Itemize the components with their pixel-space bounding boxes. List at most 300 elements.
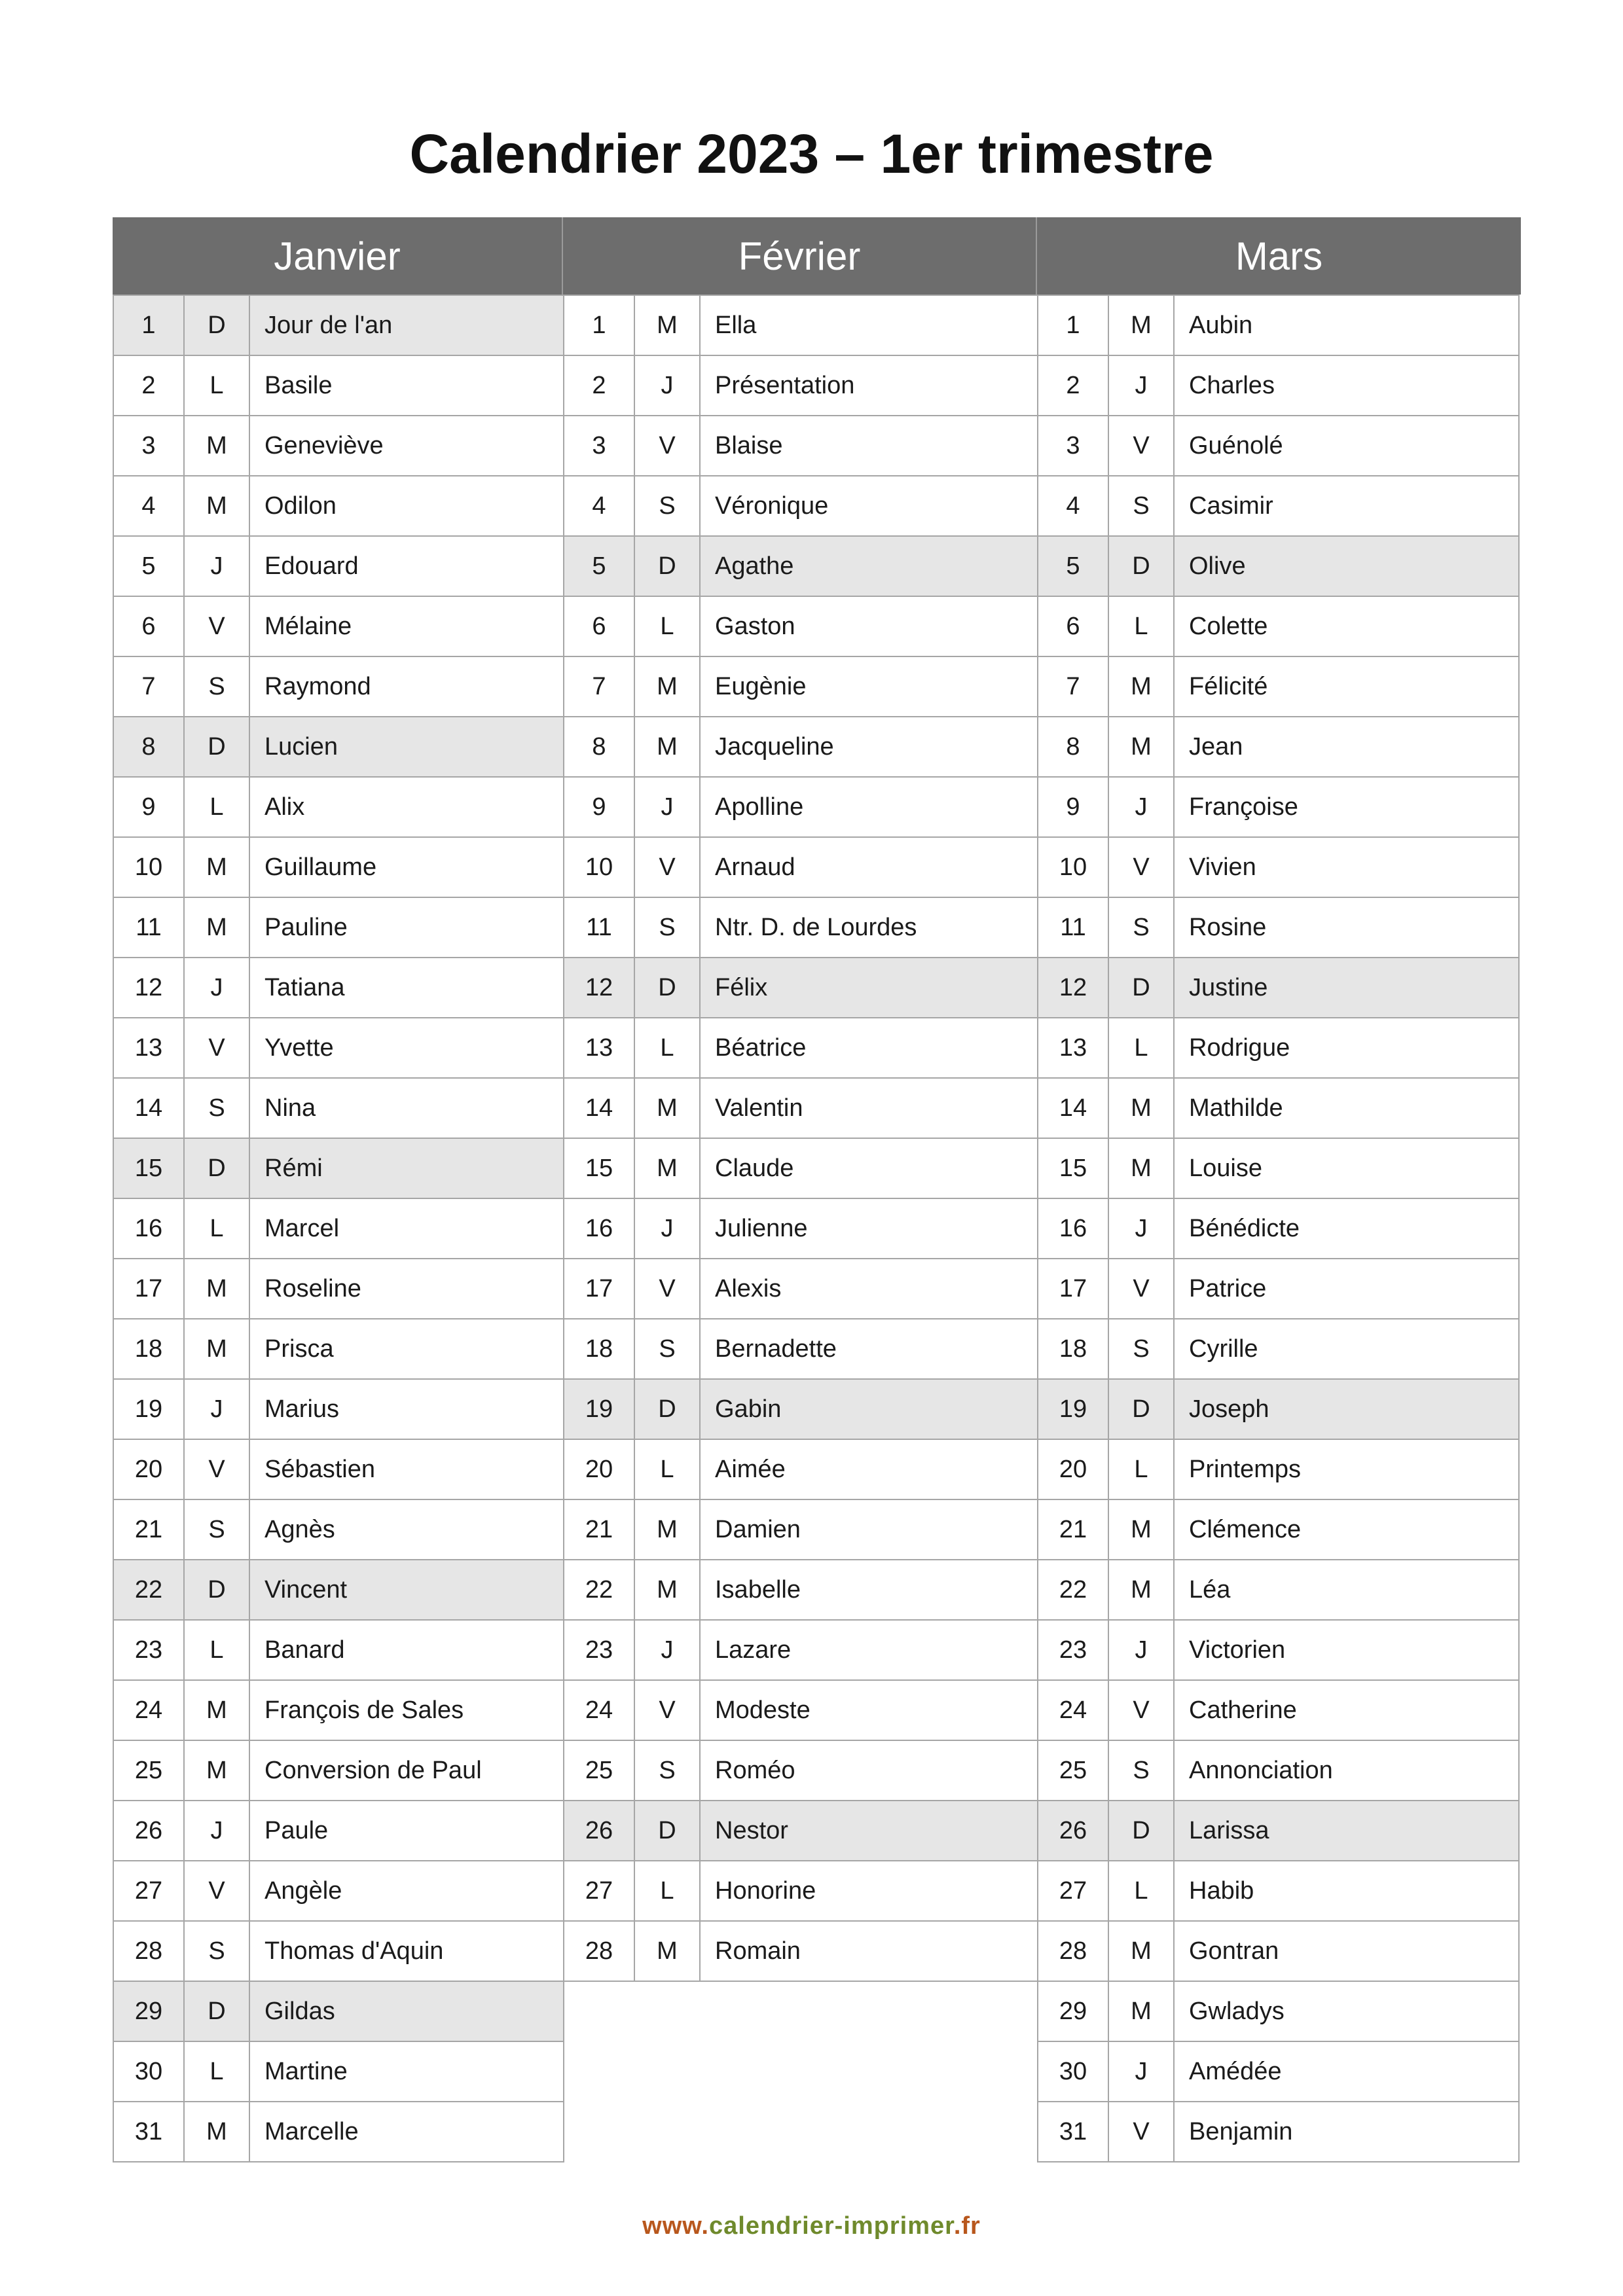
day-of-week: L bbox=[1108, 596, 1174, 656]
saint-name: Julienne bbox=[700, 1198, 1038, 1259]
day-row bbox=[113, 476, 564, 536]
day-of-week: V bbox=[634, 1680, 700, 1740]
day-row bbox=[113, 596, 564, 656]
saint-name: Amédée bbox=[1174, 2041, 1519, 2102]
day-number: 1 bbox=[564, 295, 634, 355]
day-row bbox=[1038, 1078, 1519, 1138]
day-number: 8 bbox=[564, 717, 634, 777]
saint-name: Mathilde bbox=[1174, 1078, 1519, 1138]
saint-name: Présentation bbox=[700, 355, 1038, 416]
day-row bbox=[564, 1138, 1038, 1198]
day-of-week: D bbox=[634, 958, 700, 1018]
day-of-week: M bbox=[184, 1259, 249, 1319]
saint-name: Modeste bbox=[700, 1680, 1038, 1740]
day-number: 5 bbox=[1038, 536, 1108, 596]
saint-name: Claude bbox=[700, 1138, 1038, 1198]
saint-name: Louise bbox=[1174, 1138, 1519, 1198]
day-row bbox=[1038, 897, 1519, 958]
saint-name: Aimée bbox=[700, 1439, 1038, 1499]
day-row bbox=[113, 1981, 564, 2041]
day-number: 26 bbox=[1038, 1801, 1108, 1861]
day-of-week: D bbox=[1108, 1801, 1174, 1861]
month-header: Février bbox=[563, 217, 1037, 295]
saint-name: Jour de l'an bbox=[249, 295, 564, 355]
day-number: 18 bbox=[113, 1319, 184, 1379]
day-number: 17 bbox=[564, 1259, 634, 1319]
day-of-week: V bbox=[634, 837, 700, 897]
day-of-week: M bbox=[184, 897, 249, 958]
saint-name: Cyrille bbox=[1174, 1319, 1519, 1379]
day-row bbox=[113, 1138, 564, 1198]
day-number: 11 bbox=[1038, 897, 1108, 958]
day-of-week: M bbox=[184, 416, 249, 476]
day-row bbox=[564, 1078, 1038, 1138]
day-row bbox=[564, 1620, 1038, 1680]
day-row bbox=[113, 1439, 564, 1499]
day-number: 7 bbox=[1038, 656, 1108, 717]
saint-name: Bénédicte bbox=[1174, 1198, 1519, 1259]
footer-website[interactable] bbox=[0, 2212, 1623, 2240]
day-row bbox=[564, 837, 1038, 897]
day-of-week: L bbox=[184, 2041, 249, 2102]
day-row bbox=[564, 1499, 1038, 1560]
day-number: 19 bbox=[1038, 1379, 1108, 1439]
day-number: 14 bbox=[564, 1078, 634, 1138]
day-row bbox=[564, 596, 1038, 656]
day-number: 17 bbox=[1038, 1259, 1108, 1319]
day-number: 23 bbox=[1038, 1620, 1108, 1680]
calendar-grid bbox=[113, 217, 1521, 2188]
day-of-week: J bbox=[1108, 1620, 1174, 1680]
day-number: 25 bbox=[113, 1740, 184, 1801]
day-of-week: D bbox=[1108, 536, 1174, 596]
saint-name: Patrice bbox=[1174, 1259, 1519, 1319]
day-of-week: S bbox=[634, 897, 700, 958]
day-number: 8 bbox=[1038, 717, 1108, 777]
day-row bbox=[564, 958, 1038, 1018]
day-of-week: M bbox=[184, 837, 249, 897]
day-row bbox=[113, 1198, 564, 1259]
day-number: 15 bbox=[564, 1138, 634, 1198]
day-number: 24 bbox=[1038, 1680, 1108, 1740]
saint-name: Rémi bbox=[249, 1138, 564, 1198]
saint-name: Jacqueline bbox=[700, 717, 1038, 777]
day-of-week: M bbox=[634, 717, 700, 777]
month-table bbox=[1037, 295, 1520, 2162]
saint-name: Justine bbox=[1174, 958, 1519, 1018]
day-row bbox=[113, 958, 564, 1018]
day-row bbox=[113, 536, 564, 596]
day-of-week: D bbox=[634, 1801, 700, 1861]
day-number: 31 bbox=[1038, 2102, 1108, 2162]
day-number: 23 bbox=[564, 1620, 634, 1680]
day-row bbox=[1038, 596, 1519, 656]
day-row bbox=[564, 1439, 1038, 1499]
day-of-week: S bbox=[634, 1319, 700, 1379]
month-header: Janvier bbox=[113, 217, 563, 295]
saint-name: Honorine bbox=[700, 1861, 1038, 1921]
day-of-week: J bbox=[634, 355, 700, 416]
day-of-week: S bbox=[634, 1740, 700, 1801]
day-row bbox=[113, 656, 564, 717]
saint-name: Gwladys bbox=[1174, 1981, 1519, 2041]
day-row bbox=[564, 1379, 1038, 1439]
day-row bbox=[1038, 1018, 1519, 1078]
day-row bbox=[113, 416, 564, 476]
day-number: 12 bbox=[113, 958, 184, 1018]
saint-name: Arnaud bbox=[700, 837, 1038, 897]
day-number: 24 bbox=[564, 1680, 634, 1740]
saint-name: Vincent bbox=[249, 1560, 564, 1620]
day-of-week: M bbox=[1108, 717, 1174, 777]
saint-name: Romain bbox=[700, 1921, 1038, 1981]
saint-name: Thomas d'Aquin bbox=[249, 1921, 564, 1981]
day-number: 22 bbox=[564, 1560, 634, 1620]
day-row bbox=[1038, 1439, 1519, 1499]
day-of-week: M bbox=[184, 1680, 249, 1740]
day-row bbox=[113, 1018, 564, 1078]
day-of-week: M bbox=[634, 295, 700, 355]
day-of-week: V bbox=[634, 1259, 700, 1319]
day-of-week: V bbox=[1108, 2102, 1174, 2162]
saint-name: Guénolé bbox=[1174, 416, 1519, 476]
day-row bbox=[564, 416, 1038, 476]
saint-name: Nestor bbox=[700, 1801, 1038, 1861]
day-of-week: D bbox=[1108, 958, 1174, 1018]
day-number: 4 bbox=[564, 476, 634, 536]
day-of-week: S bbox=[1108, 1740, 1174, 1801]
saint-name: Printemps bbox=[1174, 1439, 1519, 1499]
day-of-week: M bbox=[1108, 295, 1174, 355]
day-row bbox=[1038, 1981, 1519, 2041]
day-row bbox=[564, 476, 1038, 536]
day-row bbox=[564, 1198, 1038, 1259]
day-of-week: J bbox=[184, 958, 249, 1018]
day-row bbox=[564, 1740, 1038, 1801]
saint-name: Prisca bbox=[249, 1319, 564, 1379]
day-of-week: M bbox=[1108, 1921, 1174, 1981]
day-of-week: L bbox=[1108, 1861, 1174, 1921]
month-table bbox=[563, 295, 1038, 1982]
day-number: 7 bbox=[113, 656, 184, 717]
day-of-week: S bbox=[184, 1921, 249, 1981]
day-row bbox=[113, 2102, 564, 2162]
day-row bbox=[113, 1861, 564, 1921]
day-number: 19 bbox=[113, 1379, 184, 1439]
month-header: Mars bbox=[1037, 217, 1521, 295]
day-number: 25 bbox=[1038, 1740, 1108, 1801]
day-of-week: M bbox=[634, 1078, 700, 1138]
saint-name: Gildas bbox=[249, 1981, 564, 2041]
saint-name: Blaise bbox=[700, 416, 1038, 476]
saint-name: Agnès bbox=[249, 1499, 564, 1560]
day-row bbox=[113, 837, 564, 897]
day-row bbox=[113, 1801, 564, 1861]
saint-name: Lazare bbox=[700, 1620, 1038, 1680]
day-number: 13 bbox=[564, 1018, 634, 1078]
saint-name: Béatrice bbox=[700, 1018, 1038, 1078]
day-row bbox=[564, 295, 1038, 355]
saint-name: Habib bbox=[1174, 1861, 1519, 1921]
day-number: 18 bbox=[564, 1319, 634, 1379]
day-number: 20 bbox=[1038, 1439, 1108, 1499]
saint-name: Geneviève bbox=[249, 416, 564, 476]
day-of-week: M bbox=[634, 1560, 700, 1620]
saint-name: Angèle bbox=[249, 1861, 564, 1921]
day-number: 8 bbox=[113, 717, 184, 777]
day-row bbox=[564, 1801, 1038, 1861]
day-row bbox=[113, 1620, 564, 1680]
day-number: 14 bbox=[1038, 1078, 1108, 1138]
saint-name: Gaston bbox=[700, 596, 1038, 656]
day-row bbox=[564, 897, 1038, 958]
day-number: 9 bbox=[113, 777, 184, 837]
day-row bbox=[1038, 1801, 1519, 1861]
day-number: 9 bbox=[1038, 777, 1108, 837]
saint-name: Olive bbox=[1174, 536, 1519, 596]
saint-name: Catherine bbox=[1174, 1680, 1519, 1740]
saint-name: Casimir bbox=[1174, 476, 1519, 536]
saint-name: Françoise bbox=[1174, 777, 1519, 837]
day-of-week: L bbox=[1108, 1018, 1174, 1078]
saint-name: Ntr. D. de Lourdes bbox=[700, 897, 1038, 958]
saint-name: Colette bbox=[1174, 596, 1519, 656]
month-table bbox=[113, 295, 564, 2162]
day-row bbox=[1038, 536, 1519, 596]
day-row bbox=[1038, 1138, 1519, 1198]
day-row bbox=[1038, 656, 1519, 717]
footer-suffix: .fr bbox=[953, 2212, 981, 2240]
day-row bbox=[1038, 1319, 1519, 1379]
day-number: 15 bbox=[1038, 1138, 1108, 1198]
day-of-week: S bbox=[184, 1078, 249, 1138]
day-number: 13 bbox=[1038, 1018, 1108, 1078]
day-of-week: M bbox=[184, 1740, 249, 1801]
day-row bbox=[1038, 1379, 1519, 1439]
day-of-week: L bbox=[184, 1620, 249, 1680]
day-number: 18 bbox=[1038, 1319, 1108, 1379]
day-of-week: M bbox=[634, 1499, 700, 1560]
day-number: 14 bbox=[113, 1078, 184, 1138]
day-of-week: L bbox=[184, 1198, 249, 1259]
day-row bbox=[1038, 717, 1519, 777]
day-row bbox=[113, 777, 564, 837]
saint-name: Odilon bbox=[249, 476, 564, 536]
day-number: 5 bbox=[113, 536, 184, 596]
day-of-week: V bbox=[184, 596, 249, 656]
day-number: 4 bbox=[113, 476, 184, 536]
day-of-week: V bbox=[1108, 416, 1174, 476]
saint-name: Guillaume bbox=[249, 837, 564, 897]
saint-name: Ella bbox=[700, 295, 1038, 355]
saint-name: Alexis bbox=[700, 1259, 1038, 1319]
day-row bbox=[1038, 1499, 1519, 1560]
day-row bbox=[564, 1018, 1038, 1078]
day-number: 16 bbox=[1038, 1198, 1108, 1259]
day-number: 11 bbox=[113, 897, 184, 958]
saint-name: Sébastien bbox=[249, 1439, 564, 1499]
day-row bbox=[564, 1680, 1038, 1740]
day-row bbox=[1038, 2041, 1519, 2102]
saint-name: Apolline bbox=[700, 777, 1038, 837]
day-of-week: S bbox=[634, 476, 700, 536]
day-number: 21 bbox=[1038, 1499, 1108, 1560]
saint-name: Félicité bbox=[1174, 656, 1519, 717]
saint-name: Banard bbox=[249, 1620, 564, 1680]
day-number: 6 bbox=[564, 596, 634, 656]
day-number: 6 bbox=[1038, 596, 1108, 656]
day-of-week: S bbox=[184, 1499, 249, 1560]
day-of-week: L bbox=[184, 777, 249, 837]
day-number: 7 bbox=[564, 656, 634, 717]
day-number: 1 bbox=[113, 295, 184, 355]
day-of-week: J bbox=[184, 1801, 249, 1861]
saint-name: Rodrigue bbox=[1174, 1018, 1519, 1078]
saint-name: Annonciation bbox=[1174, 1740, 1519, 1801]
day-number: 28 bbox=[1038, 1921, 1108, 1981]
day-number: 3 bbox=[564, 416, 634, 476]
day-of-week: D bbox=[184, 1981, 249, 2041]
day-row bbox=[1038, 958, 1519, 1018]
saint-name: Raymond bbox=[249, 656, 564, 717]
footer-prefix: www. bbox=[642, 2212, 709, 2240]
day-of-week: V bbox=[184, 1861, 249, 1921]
day-of-week: L bbox=[634, 1018, 700, 1078]
day-row bbox=[564, 536, 1038, 596]
day-number: 2 bbox=[1038, 355, 1108, 416]
day-number: 4 bbox=[1038, 476, 1108, 536]
day-row bbox=[113, 897, 564, 958]
saint-name: Roméo bbox=[700, 1740, 1038, 1801]
saint-name: Tatiana bbox=[249, 958, 564, 1018]
saint-name: Benjamin bbox=[1174, 2102, 1519, 2162]
saint-name: Rosine bbox=[1174, 897, 1519, 958]
saint-name: Félix bbox=[700, 958, 1038, 1018]
day-row bbox=[564, 1861, 1038, 1921]
saint-name: Basile bbox=[249, 355, 564, 416]
day-row bbox=[564, 355, 1038, 416]
day-of-week: M bbox=[634, 1138, 700, 1198]
day-of-week: D bbox=[634, 536, 700, 596]
month-february bbox=[563, 217, 1037, 1982]
day-of-week: S bbox=[1108, 476, 1174, 536]
day-row bbox=[1038, 837, 1519, 897]
day-number: 10 bbox=[564, 837, 634, 897]
day-of-week: D bbox=[184, 717, 249, 777]
day-of-week: J bbox=[1108, 777, 1174, 837]
day-of-week: L bbox=[634, 596, 700, 656]
saint-name: Bernadette bbox=[700, 1319, 1038, 1379]
day-row bbox=[113, 1921, 564, 1981]
day-number: 20 bbox=[113, 1439, 184, 1499]
day-of-week: V bbox=[1108, 1259, 1174, 1319]
day-of-week: L bbox=[634, 1439, 700, 1499]
day-row bbox=[1038, 1560, 1519, 1620]
day-of-week: D bbox=[1108, 1379, 1174, 1439]
saint-name: Eugènie bbox=[700, 656, 1038, 717]
day-number: 30 bbox=[1038, 2041, 1108, 2102]
day-of-week: V bbox=[634, 416, 700, 476]
day-of-week: V bbox=[1108, 837, 1174, 897]
day-number: 26 bbox=[564, 1801, 634, 1861]
day-of-week: D bbox=[184, 295, 249, 355]
day-number: 9 bbox=[564, 777, 634, 837]
day-number: 15 bbox=[113, 1138, 184, 1198]
day-row bbox=[1038, 1259, 1519, 1319]
saint-name: Marcel bbox=[249, 1198, 564, 1259]
saint-name: Nina bbox=[249, 1078, 564, 1138]
day-number: 10 bbox=[1038, 837, 1108, 897]
day-row bbox=[564, 1319, 1038, 1379]
day-row bbox=[1038, 777, 1519, 837]
day-number: 22 bbox=[113, 1560, 184, 1620]
saint-name: Alix bbox=[249, 777, 564, 837]
saint-name: Yvette bbox=[249, 1018, 564, 1078]
saint-name: Edouard bbox=[249, 536, 564, 596]
day-number: 13 bbox=[113, 1018, 184, 1078]
day-row bbox=[1038, 1198, 1519, 1259]
saint-name: Charles bbox=[1174, 355, 1519, 416]
day-row bbox=[113, 717, 564, 777]
day-number: 1 bbox=[1038, 295, 1108, 355]
day-of-week: J bbox=[634, 1620, 700, 1680]
day-of-week: J bbox=[184, 1379, 249, 1439]
day-of-week: L bbox=[1108, 1439, 1174, 1499]
day-of-week: S bbox=[1108, 897, 1174, 958]
day-number: 19 bbox=[564, 1379, 634, 1439]
day-row bbox=[1038, 2102, 1519, 2162]
footer-site: calendrier-imprimer bbox=[709, 2212, 954, 2240]
day-number: 2 bbox=[113, 355, 184, 416]
day-row bbox=[1038, 1740, 1519, 1801]
saint-name: Mélaine bbox=[249, 596, 564, 656]
day-row bbox=[1038, 1620, 1519, 1680]
saint-name: Conversion de Paul bbox=[249, 1740, 564, 1801]
saint-name: Aubin bbox=[1174, 295, 1519, 355]
day-of-week: M bbox=[184, 2102, 249, 2162]
day-number: 26 bbox=[113, 1801, 184, 1861]
day-row bbox=[113, 1740, 564, 1801]
day-number: 6 bbox=[113, 596, 184, 656]
day-number: 24 bbox=[113, 1680, 184, 1740]
day-of-week: S bbox=[184, 656, 249, 717]
saint-name: Vivien bbox=[1174, 837, 1519, 897]
day-number: 29 bbox=[1038, 1981, 1108, 2041]
day-number: 12 bbox=[1038, 958, 1108, 1018]
day-row bbox=[113, 355, 564, 416]
day-number: 21 bbox=[113, 1499, 184, 1560]
day-of-week: D bbox=[634, 1379, 700, 1439]
day-row bbox=[1038, 1921, 1519, 1981]
day-number: 22 bbox=[1038, 1560, 1108, 1620]
day-of-week: M bbox=[1108, 656, 1174, 717]
day-row bbox=[1038, 1861, 1519, 1921]
saint-name: Gontran bbox=[1174, 1921, 1519, 1981]
day-row bbox=[113, 1078, 564, 1138]
day-row bbox=[1038, 295, 1519, 355]
saint-name: Marcelle bbox=[249, 2102, 564, 2162]
day-of-week: M bbox=[634, 1921, 700, 1981]
saint-name: Léa bbox=[1174, 1560, 1519, 1620]
saint-name: Gabin bbox=[700, 1379, 1038, 1439]
day-row bbox=[564, 717, 1038, 777]
day-row bbox=[564, 1560, 1038, 1620]
day-of-week: V bbox=[184, 1018, 249, 1078]
day-row bbox=[113, 1499, 564, 1560]
day-row bbox=[1038, 355, 1519, 416]
day-of-week: D bbox=[184, 1138, 249, 1198]
day-of-week: J bbox=[1108, 355, 1174, 416]
